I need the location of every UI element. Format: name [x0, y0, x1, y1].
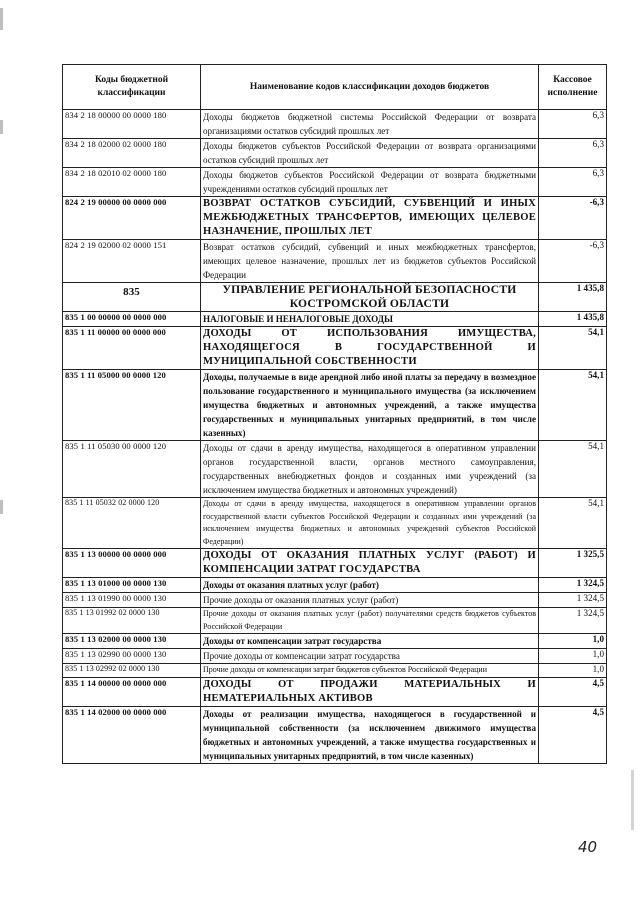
row-name: ВОЗВРАТ ОСТАТКОВ СУБСИДИЙ, СУБВЕНЦИЙ И ИНЫХ МЕЖБЮДЖЕТНЫХ ТРАНСФЕРТОВ, ИМЕЮЩИХ ЦЕЛЕВОЕ НАЗНАЧЕНИЕ, ПРОШЛЫХ ЛЕТ [201, 197, 539, 240]
table-row [63, 649, 607, 664]
row-amount: 4,5 [539, 706, 607, 763]
row-code: 835 1 11 05000 00 0000 120 [63, 370, 201, 441]
row-name: Прочие доходы от оказания платных услуг (работ) [201, 593, 539, 608]
row-code: 835 [63, 283, 201, 312]
table-row [63, 549, 607, 578]
row-code: 834 2 18 02010 02 0000 180 [63, 168, 201, 197]
row-amount: 1,0 [539, 649, 607, 664]
table-row [63, 240, 607, 283]
row-amount: 1 324,5 [539, 608, 607, 634]
row-code: 835 1 11 05030 00 0000 120 [63, 441, 201, 498]
row-code: 835 1 00 00000 00 0000 000 [63, 312, 201, 327]
row-code: 835 1 13 01990 00 0000 130 [63, 593, 201, 608]
row-amount: 54,1 [539, 327, 607, 370]
row-amount: 1,0 [539, 634, 607, 649]
table-header-row [63, 65, 607, 110]
table-row [63, 327, 607, 370]
row-code: 835 1 14 02000 00 0000 000 [63, 706, 201, 763]
row-code: 835 1 13 00000 00 0000 000 [63, 549, 201, 578]
row-code: 835 1 14 00000 00 0000 000 [63, 677, 201, 706]
row-amount: 54,1 [539, 370, 607, 441]
row-name: УПРАВЛЕНИЕ РЕГИОНАЛЬНОЙ БЕЗОПАСНОСТИ КОСТРОМСКОЙ ОБЛАСТИ [201, 283, 539, 312]
table-row [63, 370, 607, 441]
table-row [63, 168, 607, 197]
row-amount: 1 435,8 [539, 283, 607, 312]
row-name: Доходы от компенсации затрат государства [201, 634, 539, 649]
table-row [63, 634, 607, 649]
row-amount: 1,0 [539, 664, 607, 678]
table-row [63, 608, 607, 634]
table-row [63, 706, 607, 763]
row-code: 835 1 11 05032 02 0000 120 [63, 498, 201, 549]
header-amount: Кассовое исполнение [539, 65, 607, 110]
row-name: Доходы от сдачи в аренду имущества, находящегося в оперативном управлении органов государственной власти, органов местного самоуправления, государственных внебюджетных фондов и созданных ими учреждений (за исключением имущества бюджетных и автономных учреждений) [201, 441, 539, 498]
scan-edge-mark [0, 500, 3, 514]
budget-revenue-table [62, 64, 607, 764]
table-row [63, 441, 607, 498]
row-name: Доходы, получаемые в виде арендной либо иной платы за передачу в возмездное пользование государственного и муниципального имущества (за исключением имущества бюджетных и автономных учреждений, а также имущества государственных и муниципальных унитарных предприятий, в том числе казенных) [201, 370, 539, 441]
row-name: Прочие доходы от оказания платных услуг (работ) получателями средств бюджетов субъектов Российской Федерации [201, 608, 539, 634]
row-name: Доходы бюджетов бюджетной системы Российской Федерации от возврата организациями остатков субсидий прошлых лет [201, 110, 539, 139]
table-row [63, 197, 607, 240]
scan-edge-mark [631, 770, 634, 830]
row-amount: 54,1 [539, 498, 607, 549]
table-row [63, 110, 607, 139]
row-amount: 1 324,5 [539, 578, 607, 593]
row-name: Доходы бюджетов субъектов Российской Федерации от возврата бюджетными учреждениями остатков субсидий прошлых лет [201, 168, 539, 197]
row-amount: 6,3 [539, 168, 607, 197]
row-amount: 1 324,5 [539, 593, 607, 608]
row-amount: -6,3 [539, 197, 607, 240]
row-amount: 1 325,5 [539, 549, 607, 578]
table-row [63, 312, 607, 327]
row-code: 835 1 13 01000 00 0000 130 [63, 578, 201, 593]
table-row [63, 283, 607, 312]
table-row [63, 498, 607, 549]
row-name: ДОХОДЫ ОТ ИСПОЛЬЗОВАНИЯ ИМУЩЕСТВА, НАХОДЯЩЕГОСЯ В ГОСУДАРСТВЕННОЙ И МУНИЦИПАЛЬНОЙ СОБСТВЕННОСТИ [201, 327, 539, 370]
row-name: НАЛОГОВЫЕ И НЕНАЛОГОВЫЕ ДОХОДЫ [201, 312, 539, 327]
row-amount: 54,1 [539, 441, 607, 498]
scan-edge-mark [0, 120, 3, 134]
row-amount: -6,3 [539, 240, 607, 283]
header-code: Коды бюджетной классификации [63, 65, 201, 110]
row-code: 835 1 13 02992 02 0000 130 [63, 664, 201, 678]
row-code: 835 1 13 02990 00 0000 130 [63, 649, 201, 664]
row-name: ДОХОДЫ ОТ ПРОДАЖИ МАТЕРИАЛЬНЫХ И НЕМАТЕРИАЛЬНЫХ АКТИВОВ [201, 677, 539, 706]
row-amount: 1 435,8 [539, 312, 607, 327]
header-name: Наименование кодов классификации доходов бюджетов [201, 65, 539, 110]
table-row [63, 578, 607, 593]
scan-edge-mark [0, 8, 3, 30]
row-amount: 4,5 [539, 677, 607, 706]
row-name: ДОХОДЫ ОТ ОКАЗАНИЯ ПЛАТНЫХ УСЛУГ (РАБОТ) И КОМПЕНСАЦИИ ЗАТРАТ ГОСУДАРСТВА [201, 549, 539, 578]
table-row [63, 139, 607, 168]
row-code: 835 1 13 02000 00 0000 130 [63, 634, 201, 649]
row-code: 824 2 19 02000 02 0000 151 [63, 240, 201, 283]
row-amount: 6,3 [539, 139, 607, 168]
row-name: Доходы бюджетов субъектов Российской Федерации от возврата организациями остатков субсидий прошлых лет [201, 139, 539, 168]
table-row [63, 664, 607, 678]
row-name: Доходы от оказания платных услуг (работ) [201, 578, 539, 593]
row-name: Доходы от сдачи в аренду имущества, находящегося в оперативном управлении органов государственной власти субъектов Российской Федерации и созданных ими учреждений (за исключением имущества бюджетных и автономных учреждений субъектов Российской Федерации) [201, 498, 539, 549]
row-code: 834 2 18 02000 02 0000 180 [63, 139, 201, 168]
row-name: Прочие доходы от компенсации затрат государства [201, 649, 539, 664]
row-code: 834 2 18 00000 00 0000 180 [63, 110, 201, 139]
row-amount: 6,3 [539, 110, 607, 139]
row-code: 835 1 11 00000 00 0000 000 [63, 327, 201, 370]
row-name: Прочие доходы от компенсации затрат бюджетов субъектов Российской Федерации [201, 664, 539, 678]
row-name: Доходы от реализации имущества, находящегося в государственной и муниципальной собственности (за исключением движимого имущества бюджетных и автономных учреждений, а также имущества государственных и муниципальных унитарных предприятий, в том числе казенных) [201, 706, 539, 763]
row-code: 835 1 13 01992 02 0000 130 [63, 608, 201, 634]
row-code: 824 2 19 00000 00 0000 000 [63, 197, 201, 240]
page-number: 40 [578, 838, 598, 856]
row-name: Возврат остатков субсидий, субвенций и иных межбюджетных трансфертов, имеющих целевое назначение, прошлых лет из бюджетов субъектов Российской Федерации [201, 240, 539, 283]
table-row [63, 677, 607, 706]
table-row [63, 593, 607, 608]
